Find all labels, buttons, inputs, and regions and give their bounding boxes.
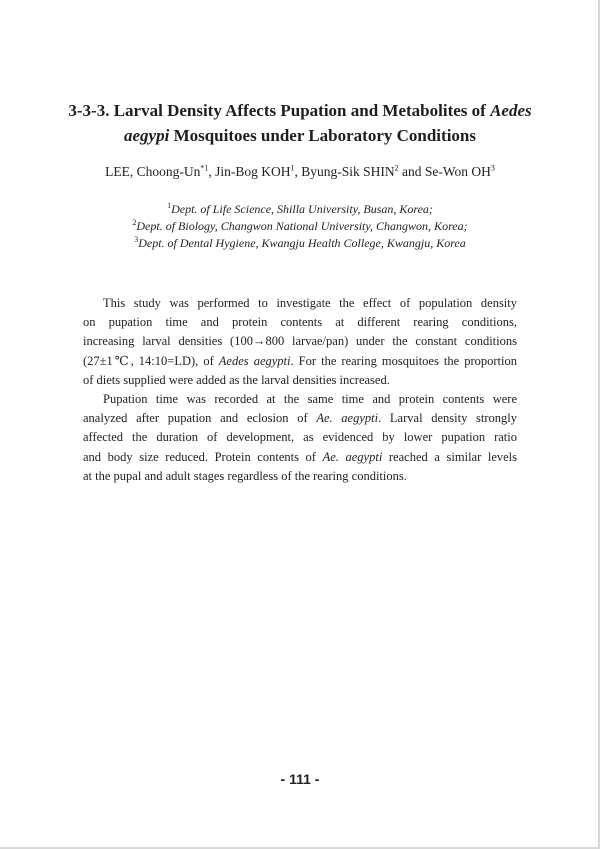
author-name: Jin-Bog KOH (215, 164, 291, 179)
title-line-2: aegypi Mosquitoes under Laboratory Conditions (123, 126, 476, 145)
species-name: Ae. aegypti (322, 449, 383, 464)
affiliation: $^3$Dept. of Dental Hygiene, Kwangju Health College, Kwangju, Korea (134, 235, 466, 250)
abstract-body (83, 294, 517, 486)
author-affiliation-marker: 1 (290, 163, 295, 173)
title-line-1: 3-3-3. Larval Density Affects Pupation and Metabolites of Aedes (68, 101, 532, 120)
affiliation: $^2$Dept. of Biology, Changwon National University, Changwon, Korea; (132, 218, 468, 233)
abstract-paragraph-1: This study was performed to investigate the effect of population density on pupation time and protein contents at different rearing conditions, increasing larval densities (100→800 larvae/pan) under the constant conditions (27±1℃, 14:10=LD), of Aedes aegypti. For the rearing mosquitoes the proportion of diets supplied were added as the larval densities increased. (83, 296, 517, 387)
affiliation: $^1$Dept. of Life Science, Shilla University, Busan, Korea; (167, 201, 433, 216)
author-affiliation-marker: 2 (394, 163, 399, 173)
author-affiliation-marker: *1 (200, 163, 209, 173)
species-name: Ae. aegypti (316, 411, 379, 426)
author-name: Se-Won OH (424, 164, 491, 179)
author-name: LEE, Choong-Un (105, 164, 201, 179)
paper-title (40, 98, 560, 148)
author-affiliation-marker: 3 (490, 163, 495, 173)
abstract-paragraph-2: Pupation time was recorded at the same time and protein contents were analyzed after pupation and eclosion of Ae. aegypti. Larval density strongly affected the duration of development, as evidenced by lower pupation ratio and body size reduced. Protein contents of Ae. aegypti reached a similar levels at the pupal and adult stages regardless of the rearing conditions. (83, 392, 518, 483)
page-number: - 111 - (280, 771, 320, 787)
author-name: Byung-Sik SHIN (301, 164, 395, 179)
author-list: LEE, Choong-Un$^{*1}$, Jin-Bog KOH$^1$, Byung-Sik SHIN$^2$ and Se-Won $OH^3$ (105, 163, 495, 179)
affiliation-list (40, 201, 560, 252)
species-name: Aedes aegypti (218, 353, 291, 368)
